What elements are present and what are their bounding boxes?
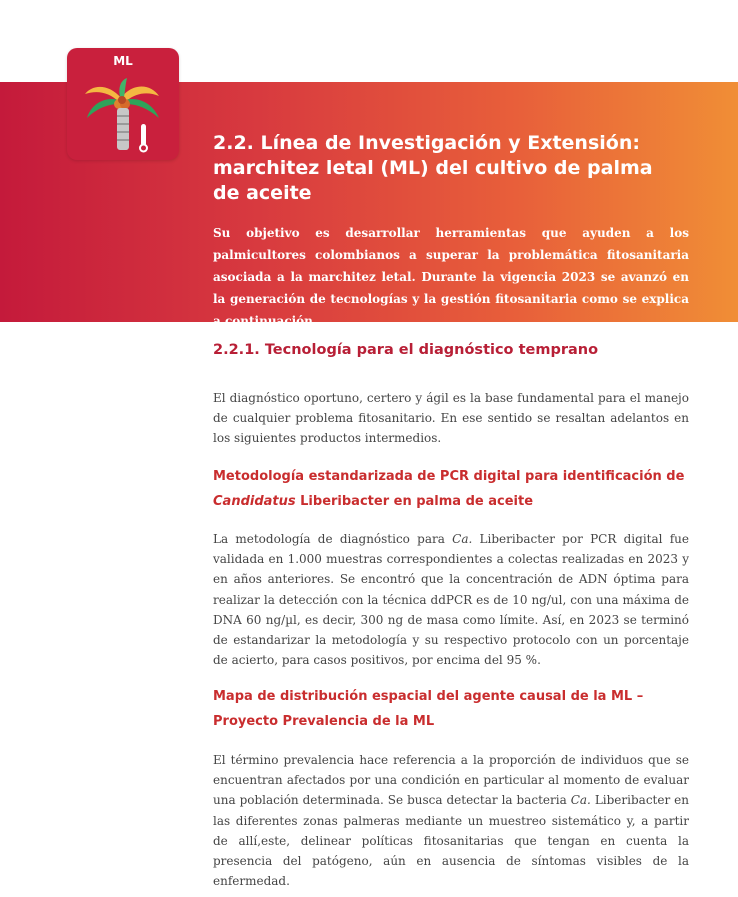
- item1-para-italic: Ca.: [452, 532, 473, 546]
- item1-title-text: Metodología estandarizada de PCR digital para identificación de: [213, 469, 685, 484]
- palm-tree-thermometer-icon: [81, 76, 165, 154]
- item1-para-text-end: Liberibacter por PCR digital fue validada en 1.000 muestras correspondientes a colectas realizadas en 2023 y en años anteriores. Se encontró que la concentración de ADN óptima para realizar la detección con la técnica ddPCR es de 10 ng/ul, con una máxima de DNA 60 ng/µl, es decir, 300 ng de masa como límite. Así, en 2023 se terminó de estandarizar la metodología y su respectivo protocolo con un porcentaje de acierto, para casos positivos, por encima del 95 %.: [213, 532, 689, 668]
- subsection-title: 2.2.1. Tecnología para el diagnóstico temprano: [213, 342, 599, 358]
- item1-title-italic: Candidatus: [213, 494, 296, 509]
- item2-para-text: El término prevalencia hace referencia a la proporción de individuos que se encuentran afectados por una condición en particular al momento de evaluar una población determinada. Se busca detectar la bacteria: [213, 753, 689, 808]
- item1-title-text-end: Liberibacter en palma de aceite: [295, 494, 534, 509]
- section-intro: Su objetivo es desarrollar herramientas que ayuden a los palmicultores colombianos a superar la problemática fitosanitaria asociada a la marchitez letal. Durante la vigencia 2023 se avanzó en la generación de tecnologías y la gestión fitosanitaria como se explica a continuación.: [213, 226, 689, 328]
- item2-title: Mapa de distribución espacial del agente causal de la ML – Proyecto Prevalencia de la ML: [213, 689, 644, 729]
- badge-label: ML: [113, 54, 133, 68]
- item1-para-text: La metodología de diagnóstico para: [213, 532, 453, 546]
- item1-paragraph: [213, 529, 689, 670]
- section-title: 2.2. Línea de Investigación y Extensión: marchitez letal (ML) del cultivo de palma de aceite: [213, 132, 653, 204]
- subsection-paragraph: El diagnóstico oportuno, certero y ágil es la base fundamental para el manejo de cualquier problema fitosanitario. En ese sentido se resaltan adelantos en los siguientes productos intermedios.: [213, 391, 689, 446]
- item2-para-italic: Ca.: [570, 793, 591, 808]
- item1-title: [213, 464, 703, 514]
- ml-badge: [67, 48, 179, 160]
- item2-paragraph: [213, 750, 689, 891]
- item2-para-text-end: Liberibacter en las diferentes zonas palmeras mediante un muestreo sistemático y, a partir de allí,este, delinear políticas fitosanitarias que tengan en cuenta la presencia del patógeno, aún en ausencia de síntomas visibles de la enfermedad.: [213, 793, 689, 889]
